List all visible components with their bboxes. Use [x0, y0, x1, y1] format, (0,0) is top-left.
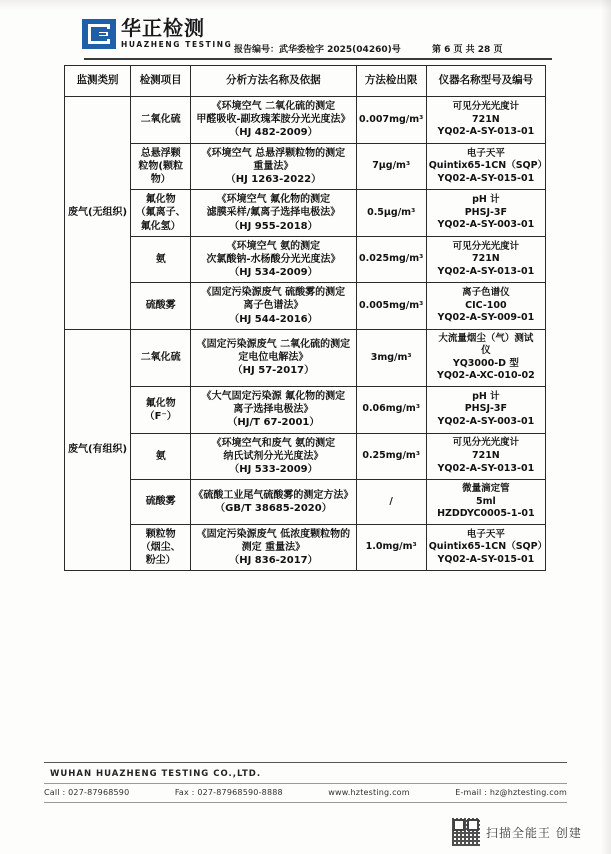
- footer-divider-mid: [44, 783, 567, 784]
- report-header: [62, 16, 552, 62]
- cell-test-item: 硫酸雾: [131, 283, 191, 330]
- column-header-item: 检测项目: [131, 66, 191, 97]
- column-header-category: 监测类别: [65, 66, 131, 97]
- footer-website[interactable]: www.hztesting.com: [328, 788, 410, 797]
- cell-method: 《环境空气 氟化物的测定 滤膜采样/氟离子选择电极法》 （HJ 955-2018）: [191, 190, 356, 237]
- page-number: 第 6 页 共 28 页: [432, 45, 503, 55]
- logo-name-cn: 华正检测: [121, 16, 205, 40]
- logo-name-en: HUAZHENG TESTING: [121, 40, 233, 49]
- cell-instrument: 大流量烟尘（气）测试 仪 YQ3000-D 型 YQ02-A-XC-010-02: [426, 329, 545, 386]
- cell-detection-limit: 3mg/m³: [356, 329, 426, 386]
- huazheng-logo-icon: [82, 19, 116, 49]
- method-table-container: [64, 65, 546, 571]
- cell-category: 废气(无组织): [65, 97, 131, 330]
- qr-code-icon: [452, 818, 480, 846]
- cell-detection-limit: 0.25mg/m³: [356, 433, 426, 480]
- cell-test-item: 氨: [131, 236, 191, 283]
- footer-phone: Call : 027-87968590: [44, 788, 130, 797]
- cell-detection-limit: 0.5μg/m³: [356, 190, 426, 237]
- cell-test-item: 硫酸雾: [131, 480, 191, 525]
- cell-instrument: 可见分光光度计 721N YQ02-A-SY-013-01: [426, 236, 545, 283]
- report-number: 报告编号：武华委检字 2025(04260)号: [234, 45, 401, 55]
- cell-test-item: 二氧化硫: [131, 329, 191, 386]
- cell-method: 《固定污染源废气 低浓度颗粒物的 测定 重量法》 （HJ 836-2017）: [191, 524, 356, 571]
- method-table: [64, 65, 546, 571]
- footer-email[interactable]: E-mail : hz@hztesting.com: [455, 788, 567, 797]
- cell-method: 《环境空气 二氧化硫的测定 甲醛吸收-副玫瑰苯胺分光光度法》 （HJ 482-2009）: [191, 97, 356, 144]
- cell-method: 《大气固定污染源 氟化物的测定 离子选择电极法》 （HJ/T 67-2001）: [191, 386, 356, 433]
- cell-detection-limit: 7μg/m³: [356, 143, 426, 190]
- table-row: [65, 236, 546, 283]
- cell-detection-limit: 0.007mg/m³: [356, 97, 426, 144]
- footer-divider-top: [44, 762, 567, 763]
- table-row: [65, 283, 546, 330]
- column-header-method: 分析方法名称及依据: [191, 66, 356, 97]
- cell-method: 《固定污染源废气 二氧化硫的测定 定电位电解法》 （HJ 57-2017）: [191, 329, 356, 386]
- cell-detection-limit: 0.025mg/m³: [356, 236, 426, 283]
- footer-fax: Fax : 027-87968590-8888: [174, 788, 283, 797]
- cell-detection-limit: 0.005mg/m³: [356, 283, 426, 330]
- footer-divider-bottom: [44, 802, 567, 803]
- cell-method: 《环境空气和废气 氨的测定 纳氏试剂分光光度法》 （HJ 533-2009）: [191, 433, 356, 480]
- footer-company-name: WUHAN HUAZHENG TESTING CO.,LTD.: [50, 769, 262, 779]
- cell-method: 《固定污染源废气 硫酸雾的测定 离子色谱法》 （HJ 544-2016）: [191, 283, 356, 330]
- cell-instrument: 离子色谱仪 CIC-100 YQ02-A-SY-009-01: [426, 283, 545, 330]
- table-row: [65, 143, 546, 190]
- logo-wordmark: [121, 18, 232, 49]
- column-header-limit: 方法检出限: [356, 66, 426, 97]
- cell-detection-limit: /: [356, 480, 426, 525]
- cell-test-item: 颗粒物 （烟尘、 粉尘）: [131, 524, 191, 571]
- cell-instrument: 可见分光光度计 721N YQ02-A-SY-013-01: [426, 433, 545, 480]
- cell-instrument: 电子天平 Quintix65-1CN（SQP） YQ02-A-SY-015-01: [426, 524, 545, 571]
- cell-test-item: 氟化物 （氟离子、 氟化氢）: [131, 190, 191, 237]
- scan-edge-right: [601, 0, 611, 854]
- cell-method: 《环境空气 总悬浮颗粒物的测定 重量法》 （HJ 1263-2022）: [191, 143, 356, 190]
- table-row: [65, 433, 546, 480]
- cell-instrument: 电子天平 Quintix65-1CN（SQP） YQ02-A-SY-015-01: [426, 143, 545, 190]
- table-row: [65, 480, 546, 525]
- table-row: [65, 524, 546, 571]
- cell-detection-limit: 0.06mg/m³: [356, 386, 426, 433]
- table-row: [65, 97, 546, 144]
- cell-method: 《硫酸工业尾气硫酸雾的测定方法》 （GB/T 38685-2020）: [191, 480, 356, 525]
- cell-test-item: 二氧化硫: [131, 97, 191, 144]
- scan-edge-top: [0, 0, 611, 10]
- cell-test-item: 氟化物 （F⁻）: [131, 386, 191, 433]
- table-header-row: [65, 66, 546, 97]
- company-logo: [82, 18, 232, 49]
- cell-instrument: pH 计 PHSJ-3F YQ02-A-SY-003-01: [426, 386, 545, 433]
- camscanner-watermark: [452, 818, 582, 846]
- cell-test-item: 氨: [131, 433, 191, 480]
- cell-category: 废气(有组织): [65, 329, 131, 570]
- cell-instrument: pH 计 PHSJ-3F YQ02-A-SY-003-01: [426, 190, 545, 237]
- header-divider: [84, 58, 552, 60]
- method-table-body: [65, 97, 546, 571]
- watermark-label: 扫描全能王 创建: [486, 825, 582, 840]
- cell-instrument: 微量滴定管 5ml HZDDYC0005-1-01: [426, 480, 545, 525]
- column-header-instrument: 仪器名称型号及编号: [426, 66, 545, 97]
- table-row: [65, 190, 546, 237]
- cell-test-item: 总悬浮颗 粒物(颗粒 物）: [131, 143, 191, 190]
- table-row: [65, 386, 546, 433]
- table-row: [65, 329, 546, 386]
- footer-contact-bar: [44, 788, 567, 797]
- cell-detection-limit: 1.0mg/m³: [356, 524, 426, 571]
- cell-method: 《环境空气 氨的测定 次氯酸钠-水杨酸分光光度法》 （HJ 534-2009）: [191, 236, 356, 283]
- cell-instrument: 可见分光光度计 721N YQ02-A-SY-013-01: [426, 97, 545, 144]
